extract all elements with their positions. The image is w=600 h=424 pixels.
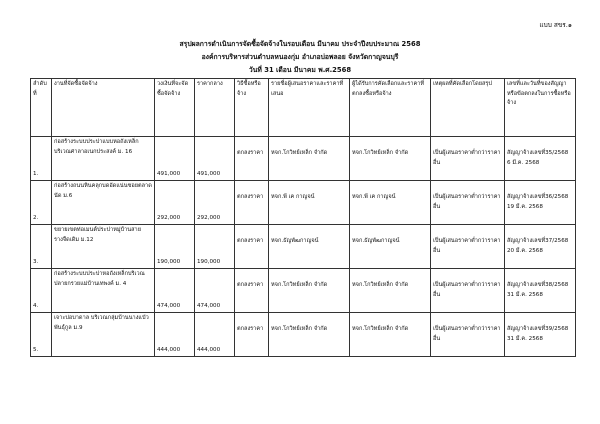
row-bidder: หจก.ธัญพัฒกาญจน์ — [269, 225, 350, 269]
row-budget: 444,000 — [155, 313, 195, 357]
header-bidders: รายชื่อผู้เสนอราคาและราคาที่เสนอ — [269, 79, 350, 137]
row-contract: สัญญาจ้างเลขที่38/2568 31 มี.ค. 2568 — [505, 269, 576, 313]
row-reason: เป็นผู้เสนอราคาต่ำกว่าราคาอื่น — [431, 137, 505, 181]
header-median-price: ราคากลาง — [195, 79, 235, 137]
header-contract: เลขที่และวันที่ของสัญญาหรือข้อตกลงในการซื้อหรือจ้าง — [505, 79, 576, 137]
row-reason: เป็นผู้เสนอราคาต่ำกว่าราคาอื่น — [431, 313, 505, 357]
procurement-table — [30, 78, 576, 357]
row-median-price: 190,000 — [195, 225, 235, 269]
row-winner: หจก.พี เค กาญจน์ — [350, 181, 431, 225]
row-contract: สัญญาจ้างเลขที่36/2568 19 มี.ค. 2568 — [505, 181, 576, 225]
row-seq: 2. — [31, 181, 52, 225]
report-title: สรุปผลการดำเนินการจัดซื้อจัดจ้างในรอบเดือน มีนาคม ประจำปีงบประมาณ 2568 — [179, 40, 421, 48]
row-method: ตกลงราคา — [235, 225, 269, 269]
table-row — [31, 137, 576, 181]
row-reason: เป็นผู้เสนอราคาต่ำกว่าราคาอื่น — [431, 225, 505, 269]
row-budget: 190,000 — [155, 225, 195, 269]
row-method: ตกลงราคา — [235, 313, 269, 357]
row-bidder: หจก.พี เค กาญจน์ — [269, 181, 350, 225]
row-item: เจาะบ่อบาดาล บริเวณกลุ่มบ้านนางแป๋ว พันธุ์กูล ม.9 — [52, 313, 155, 357]
table-row — [31, 313, 576, 357]
row-median-price: 292,000 — [195, 181, 235, 225]
row-reason: เป็นผู้เสนอราคาต่ำกว่าราคาอื่น — [431, 269, 505, 313]
row-winner: หจก.โกวิทย์เหล็ก จำกัด — [350, 313, 431, 357]
row-seq: 5. — [31, 313, 52, 357]
row-item: ขยายเขตท่อเมนต์ประปาหมู่บ้านสายรางจืดเดิม ม.12 — [52, 225, 155, 269]
row-item: ก่อสร้างระบบประปาหอถังเหล็กบริเวณปลายกรวยแม่บ้านเทพงค์ ม. 4 — [52, 269, 155, 313]
row-winner: หจก.โกวิทย์เหล็ก จำกัด — [350, 269, 431, 313]
row-bidder: หจก.โกวิทย์เหล็ก จำกัด — [269, 313, 350, 357]
agency-name: องค์การบริหารส่วนตำบลหนองกุ่ม อำเภอบ่อพลอย จังหวัดกาญจนบุรี — [201, 53, 399, 61]
header-seq: ลำดับที่ — [31, 79, 52, 137]
row-budget: 292,000 — [155, 181, 195, 225]
row-bidder: หจก.โกวิทย์เหล็ก จำกัด — [269, 269, 350, 313]
header-item: งานที่จัดซื้อจัดจ้าง — [52, 79, 155, 137]
row-budget: 491,000 — [155, 137, 195, 181]
table-row — [31, 181, 576, 225]
row-winner: หจก.โกวิทย์เหล็ก จำกัด — [350, 137, 431, 181]
row-seq: 4. — [31, 269, 52, 313]
row-contract: สัญญาจ้างเลขที่37/2568 20 มี.ค. 2568 — [505, 225, 576, 269]
header-budget: วงเงินที่จะจัดซื้อจัดจ้าง — [155, 79, 195, 137]
form-number: แบบ สขร.๑ — [539, 21, 572, 29]
row-median-price: 491,000 — [195, 137, 235, 181]
row-item: ก่อสร้างถนนหินคลุกบดอัดแน่นซอยตลาดนัด ม.6 — [52, 181, 155, 225]
row-contract: สัญญาจ้างเลขที่35/2568 6 มี.ค. 2568 — [505, 137, 576, 181]
row-bidder: หจก.โกวิทย์เหล็ก จำกัด — [269, 137, 350, 181]
header-reason: เหตุผลที่คัดเลือกโดยสรุป — [431, 79, 505, 137]
row-seq: 3. — [31, 225, 52, 269]
row-winner: หจก.ธัญพัฒกาญจน์ — [350, 225, 431, 269]
header-winner: ผู้ได้รับการคัดเลือกและราคาที่ตกลงซื้อหรือจ้าง — [350, 79, 431, 137]
row-seq: 1. — [31, 137, 52, 181]
row-median-price: 474,000 — [195, 269, 235, 313]
header-method: วิธีซื้อหรือจ้าง — [235, 79, 269, 137]
row-method: ตกลงราคา — [235, 269, 269, 313]
table-row — [31, 269, 576, 313]
row-median-price: 444,000 — [195, 313, 235, 357]
row-method: ตกลงราคา — [235, 137, 269, 181]
row-contract: สัญญาจ้างเลขที่39/2568 31 มี.ค. 2568 — [505, 313, 576, 357]
report-date: วันที่ 31 เดือน มีนาคม พ.ศ.2568 — [248, 66, 352, 74]
table-row — [31, 225, 576, 269]
row-reason: เป็นผู้เสนอราคาต่ำกว่าราคาอื่น — [431, 181, 505, 225]
row-item: ก่อสร้างระบบประปาแบบหอถังเหล็กบริเวณศาลาอเนกประสงค์ ม. 16 — [52, 137, 155, 181]
table-header-row — [31, 79, 576, 137]
row-method: ตกลงราคา — [235, 181, 269, 225]
row-budget: 474,000 — [155, 269, 195, 313]
